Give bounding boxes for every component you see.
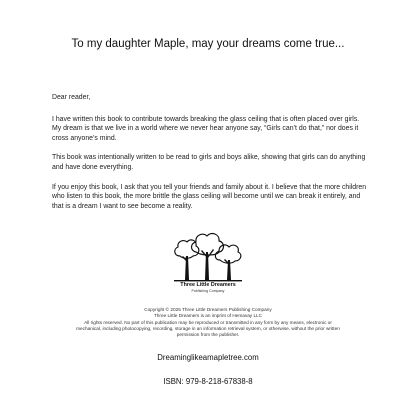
letter-to-reader	[52, 93, 367, 221]
letter-salutation: Dear reader,	[52, 94, 91, 101]
website-link[interactable]: Dreaminglikeamapletree.com	[157, 353, 259, 362]
letter-paragraph: If you enjoy this book, I ask that you tell your friends and family about it. I believe that the more children who listen to this book, the more brittle the glass ceiling will become until we can break it entirely, and that is a dream I want to see become a reality.	[52, 183, 367, 210]
letter-paragraph: I have written this book to contribute towards breaking the glass ceiling that is often placed over girls. My dream is that we live in a world where we never hear anyone say, “Girls can’t do that,” nor does it cross anyone’s mind.	[52, 115, 360, 142]
rights-line: mechanical, including photocopying, recording, storage in an information retrieval system, or otherwise, without the prior written	[76, 325, 340, 331]
copyright-notice	[30, 307, 386, 338]
letter-paragraph: This book was intentionally written to be read to girls and boys alike, showing that girls can do anything and have done everything.	[52, 154, 366, 171]
isbn: ISBN: 979-8-218-67838-8	[163, 377, 253, 386]
imprint-line: Three Little Dreamers is an imprint of Hemavay LLC	[153, 313, 263, 319]
rights-line: All rights reserved. No part of this publication may be reproduced or transmitted in any form by any means, electronic or	[84, 319, 332, 325]
copyright-line: Copyright © 2025 Three Little Dreamers Publishing Company	[144, 307, 272, 312]
publisher-logo-subtitle: Publishing Company	[191, 289, 225, 293]
rights-line: permission from the publisher.	[176, 332, 240, 338]
dedication: To my daughter Maple, may your dreams come true...	[71, 38, 345, 50]
publisher-logo-name: Three Little Dreamers	[180, 282, 236, 288]
